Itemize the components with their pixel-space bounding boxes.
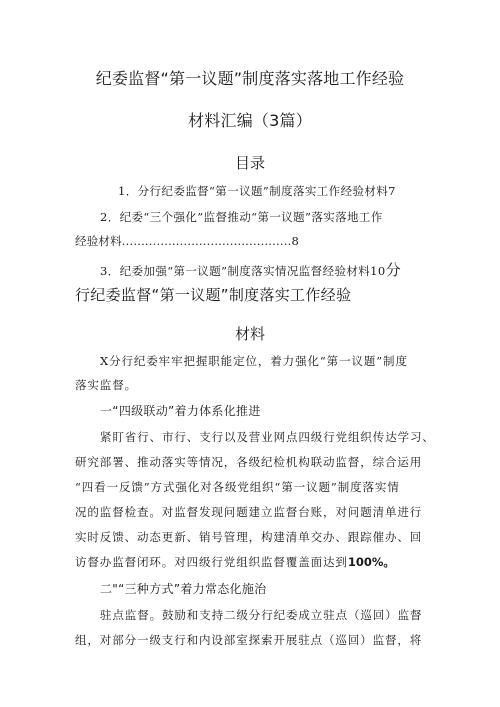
p1-line1: 紧盯省行、市行、支行以及营业网点四级行党组织传达学习、 — [100, 430, 435, 444]
section-heading-1: 一“四级联动”着力体系化推进 — [100, 404, 261, 418]
p2-line2: 组，对部分一级支行和内设部室探索开展驻点（巡回）监督，将 — [75, 633, 423, 647]
intro-line2: 落实监督。 — [75, 378, 137, 392]
article-title-line1: 行纪委监督“第一议题”制度落实工作经验 — [75, 286, 352, 304]
p1-line5: 实时反馈、动态更新、销号管理，构建清单交办、跟踪催办、回 — [75, 530, 423, 544]
toc-item-2-line1[interactable]: 2．纪委“三个强化”监督推动“第一议题”落实落地工作 — [100, 210, 383, 224]
document-title-line2: 材料汇编（3篇） — [188, 111, 312, 130]
article-title-line2: 材料 — [234, 325, 265, 343]
p2-line1: 驻点监督。鼓励和支持二级分行纪委成立驻点（巡回）监督 — [100, 608, 423, 622]
intro-line1: X分行纪委牢牢把握职能定位，着力强化“第一议题”制度 — [100, 354, 408, 368]
toc-item-3-text: 3．纪委加强“第一议题”制度落实情况监督经验材料10 — [100, 264, 386, 278]
p1-line4: 况的监督检查。对监督发现问题建立监督台账，对问题清单进行 — [75, 505, 423, 519]
section-heading-2: 二"“三种方式”着力常态化施治 — [100, 582, 267, 596]
toc-item-2-line2[interactable]: 经验材料............................................8 — [75, 234, 299, 248]
document-title-line1: 纪委监督“第一议题”制度落实落地工作经验 — [95, 69, 405, 88]
coverage-percentage: 100%。 — [347, 555, 395, 569]
toc-heading: 目录 — [234, 154, 265, 172]
p1-line3: “四看一反馈”方式强化对各级党组织“第一议题”制度落实情 — [75, 480, 400, 494]
p1-line6-text: 访督办监督闭环。对四级行党组织监督覆盖面达到 — [75, 555, 348, 569]
toc-item-1[interactable]: 1．分行纪委监督“第一议题”制度落实工作经验材料7 — [118, 184, 396, 198]
toc-item-3-tail: 分 — [385, 261, 402, 279]
toc-item-3[interactable] — [100, 259, 401, 280]
p1-line2: 研究部署、推动落实等情况，各级纪检机构联动监督，综合运用 — [75, 455, 423, 469]
p1-line6 — [75, 554, 395, 570]
